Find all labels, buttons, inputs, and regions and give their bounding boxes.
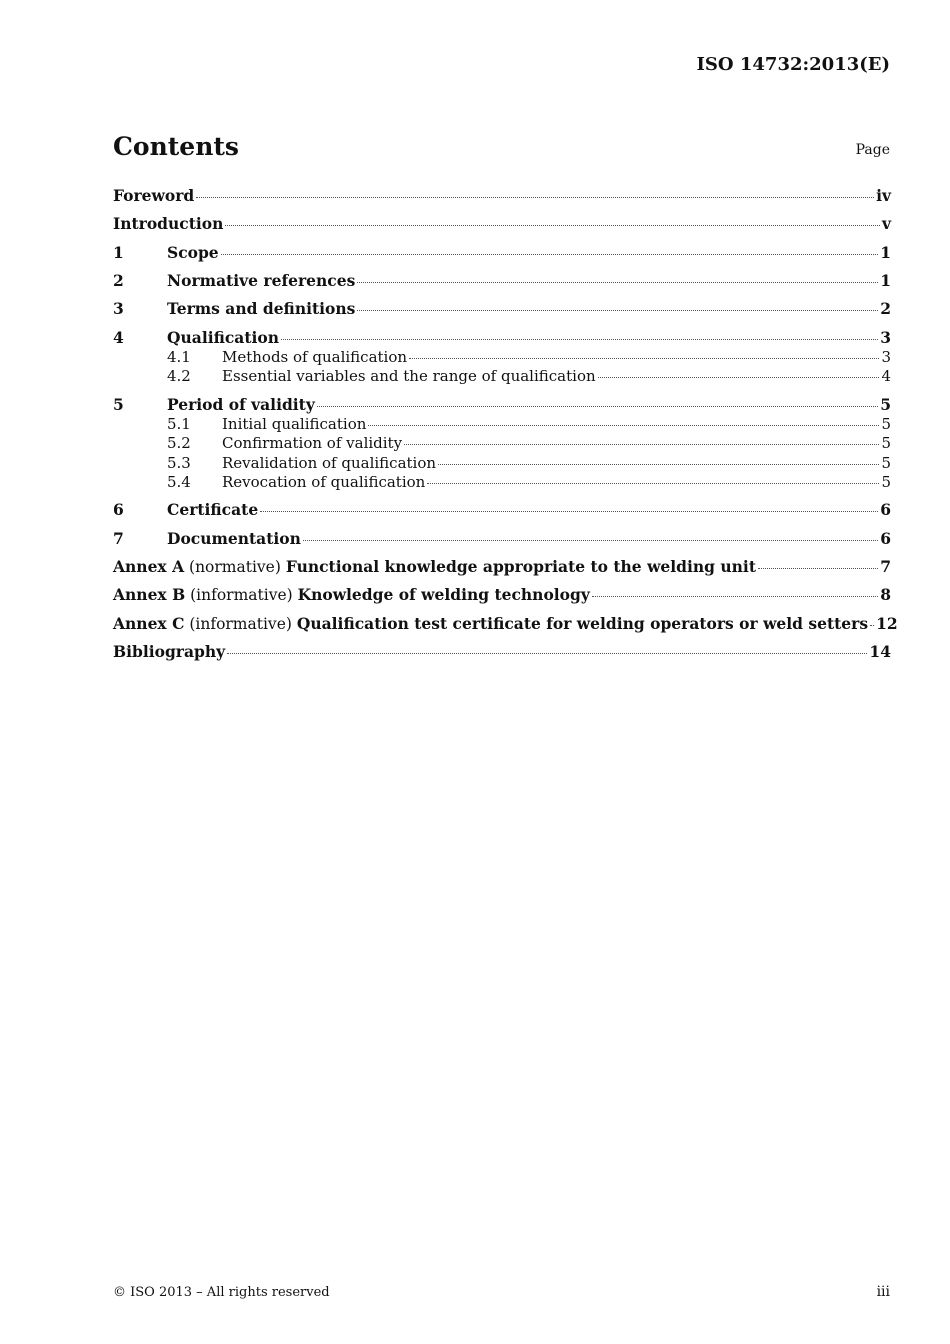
toc-page: 7 [880, 557, 891, 576]
toc-entry-certificate[interactable] [113, 500, 891, 519]
toc-entry-confirmation-of-validity[interactable] [113, 434, 891, 452]
annex-id: Annex B [113, 585, 186, 604]
toc-page: 4 [881, 367, 891, 385]
annex-kind: (normative) [189, 558, 281, 576]
toc-page: v [881, 214, 891, 233]
dot-leader [225, 225, 880, 226]
toc-number: 4.2 [167, 367, 191, 385]
toc-page: 6 [880, 529, 891, 548]
toc-number: 5.1 [167, 415, 191, 433]
dot-leader [260, 511, 878, 512]
toc-label: Confirmation of validity [222, 434, 403, 452]
toc-number: 3 [113, 299, 124, 318]
toc-entry-initial-qualification[interactable] [113, 415, 891, 433]
toc-page: 5 [881, 473, 891, 491]
toc-entry-annex-c[interactable] [113, 614, 898, 633]
toc-entry-period-of-validity[interactable] [113, 395, 891, 414]
dot-leader [870, 625, 874, 626]
annex-title: Functional knowledge appropriate to the welding unit [285, 557, 756, 576]
toc-entry-essential-variables[interactable] [113, 367, 891, 385]
dot-leader [598, 377, 880, 378]
copyright-notice: © ISO 2013 – All rights reserved [113, 1285, 330, 1300]
toc-label: Scope [167, 243, 219, 262]
dot-leader [357, 282, 878, 283]
toc-number: 1 [113, 243, 124, 262]
toc-entry-methods-of-qualification[interactable] [113, 348, 891, 366]
toc-page: iv [876, 186, 891, 205]
toc-entry-qualification[interactable] [113, 328, 891, 347]
toc-page: 5 [881, 434, 891, 452]
toc-page: 8 [880, 585, 891, 604]
toc-number: 6 [113, 500, 124, 519]
contents-title: Contents [113, 132, 240, 161]
toc-entry-revocation[interactable] [113, 473, 891, 491]
dot-leader [357, 310, 878, 311]
toc-number: 4 [113, 328, 124, 347]
toc-entry-scope[interactable] [113, 243, 891, 262]
annex-id: Annex C [113, 614, 185, 633]
toc-page: 12 [876, 614, 898, 633]
dot-leader [221, 254, 879, 255]
toc-number: 4.1 [167, 348, 191, 366]
toc-label [113, 585, 590, 604]
toc-label: Foreword [113, 186, 195, 205]
toc-number: 5.2 [167, 434, 191, 452]
toc-entry-normative-references[interactable] [113, 271, 891, 290]
toc-entry-revalidation[interactable] [113, 454, 891, 472]
toc-page: 1 [880, 271, 891, 290]
toc-label [113, 614, 868, 633]
page-column-label: Page [855, 142, 890, 158]
toc-label: Terms and definitions [167, 299, 356, 318]
dot-leader [404, 444, 879, 445]
toc-entry-annex-a[interactable] [113, 557, 891, 576]
annex-kind: (informative) [190, 586, 293, 604]
annex-title: Knowledge of welding technology [297, 585, 590, 604]
dot-leader [368, 425, 879, 426]
toc-number: 5.4 [167, 473, 191, 491]
dot-leader [303, 540, 878, 541]
annex-kind: (informative) [189, 615, 292, 633]
page-number: iii [876, 1284, 890, 1300]
toc-entry-foreword[interactable] [113, 186, 891, 205]
dot-leader [438, 464, 879, 465]
toc-number: 2 [113, 271, 124, 290]
toc-number: 5.3 [167, 454, 191, 472]
toc-entry-bibliography[interactable] [113, 642, 891, 661]
toc-page: 14 [869, 642, 891, 661]
toc-label: Normative references [167, 271, 356, 290]
toc-page: 1 [880, 243, 891, 262]
toc-label: Revalidation of qualification [222, 454, 437, 472]
toc-page: 6 [880, 500, 891, 519]
toc-label: Qualification [167, 328, 279, 347]
toc-page: 5 [881, 454, 891, 472]
toc-number: 7 [113, 529, 124, 548]
dot-leader [196, 197, 874, 198]
toc-label: Bibliography [113, 642, 226, 661]
dot-leader [758, 568, 878, 569]
toc-entry-terms-definitions[interactable] [113, 299, 891, 318]
dot-leader [592, 596, 878, 597]
toc-label: Period of validity [167, 395, 315, 414]
toc-label: Introduction [113, 214, 224, 233]
toc-label: Documentation [167, 529, 301, 548]
dot-leader [409, 358, 879, 359]
toc-page: 3 [880, 328, 891, 347]
toc-label [113, 557, 756, 576]
toc-number: 5 [113, 395, 124, 414]
toc-page: 5 [880, 395, 891, 414]
toc-entry-annex-b[interactable] [113, 585, 891, 604]
annex-title: Qualification test certificate for welding operators or weld setters [296, 614, 869, 633]
annex-id: Annex A [113, 557, 185, 576]
toc-entry-introduction[interactable] [113, 214, 891, 233]
toc-label: Certificate [167, 500, 259, 519]
document-id-header: ISO 14732:2013(E) [696, 54, 890, 75]
toc-page: 5 [881, 415, 891, 433]
toc-label: Essential variables and the range of qualification [222, 367, 596, 385]
toc-label: Revocation of qualification [222, 473, 426, 491]
toc-label: Initial qualification [222, 415, 367, 433]
dot-leader [317, 406, 878, 407]
toc-label: Methods of qualification [222, 348, 408, 366]
dot-leader [281, 339, 878, 340]
toc-entry-documentation[interactable] [113, 529, 891, 548]
dot-leader [427, 483, 879, 484]
dot-leader [227, 653, 867, 654]
toc-page: 2 [880, 299, 891, 318]
toc-page: 3 [881, 348, 891, 366]
